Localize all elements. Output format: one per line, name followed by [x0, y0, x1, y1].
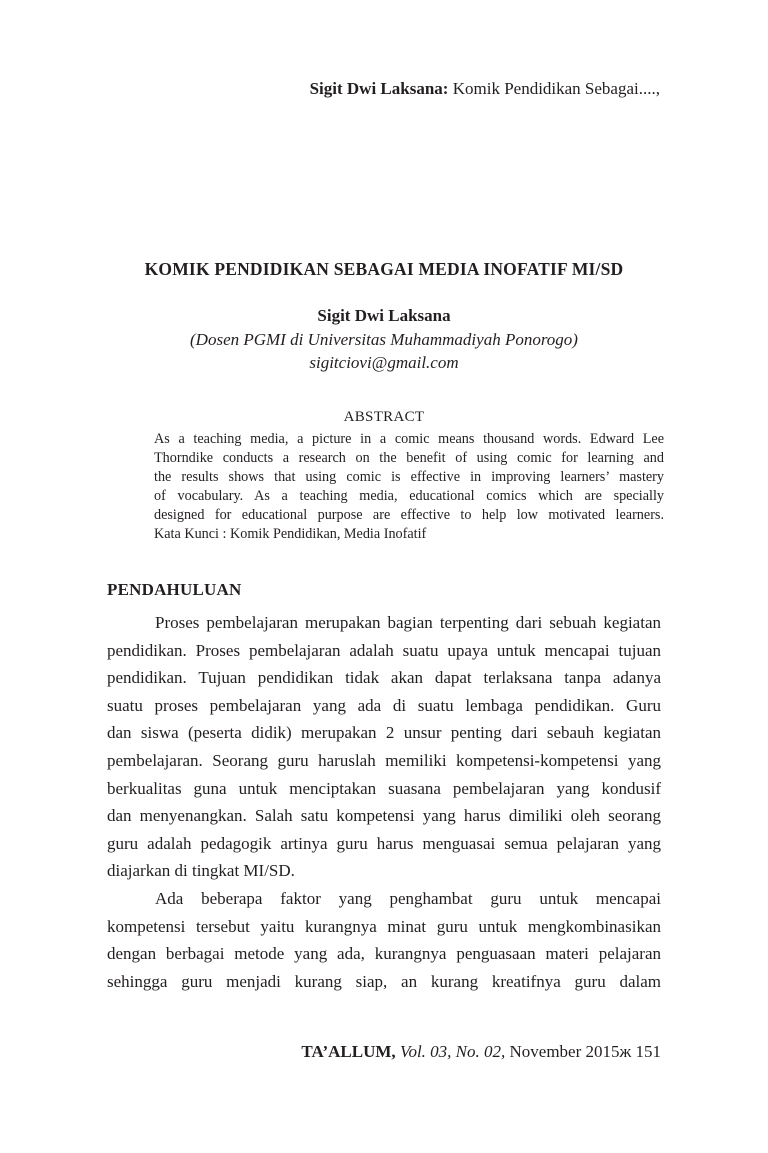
body-line: pendidikan. Proses pembelajaran adalah suatu upaya untuk mencapai tujuan: [107, 640, 661, 660]
body-line: guru adalah pedagogik artinya guru harus menguasai semua pelajaran yang: [107, 833, 661, 853]
page-footer: [100, 1042, 661, 1062]
abstract-line: Thorndike conducts a research on the benefit of using comic for learning and: [154, 450, 664, 466]
body-line: suatu proses pembelajaran yang ada di suatu lembaga pendidikan. Guru: [107, 695, 661, 715]
running-head: [100, 78, 660, 100]
body-line: dan siswa (peserta didik) merupakan 2 unsur penting dari sebauh kegiatan: [107, 723, 661, 743]
footer-volume: Vol. 03, No. 02,: [399, 1042, 506, 1061]
body-line: pendidikan. Tujuan pendidikan tidak akan dapat terlaksana tanpa adanya: [107, 668, 661, 688]
abstract-line: the results shows that using comic is effective in improving learners’ mastery: [154, 469, 664, 485]
body-line: dan menyenangkan. Salah satu kompetensi yang harus dimiliki oleh seorang: [107, 806, 661, 826]
body-line: berkualitas guna untuk menciptakan suasana pembelajaran yang kondusif: [107, 778, 661, 798]
abstract-line: As a teaching media, a picture in a comic means thousand words. Edward Lee: [154, 431, 664, 447]
body-line: Ada beberapa faktor yang penghambat guru untuk mencapai: [155, 888, 661, 908]
footer-date-page: November 2015ж 151: [509, 1042, 661, 1061]
abstract-body: [154, 430, 664, 544]
author-email[interactable]: sigitciovi@gmail.com: [309, 353, 459, 372]
running-head-title: Komik Pendidikan Sebagai....,: [452, 79, 660, 98]
body-line: pembelajaran. Seorang guru haruslah memiliki kompetensi-kompetensi yang: [107, 750, 661, 770]
body-line: dengan berbagai metode yang ada, kurangnya penguasaan materi pelajaran: [107, 944, 661, 964]
article-author: Sigit Dwi Laksana: [317, 306, 451, 325]
running-head-author: Sigit Dwi Laksana:: [309, 79, 449, 98]
body-line: sehingga guru menjadi kurang siap, an kurang kreatifnya guru dalam: [107, 971, 661, 991]
abstract-heading: ABSTRACT: [343, 409, 425, 425]
section-heading: PENDAHULUAN: [107, 580, 242, 599]
keywords: Kata Kunci : Komik Pendidikan, Media Inofatif: [154, 526, 427, 542]
footer-journal: TA’ALLUM,: [301, 1042, 396, 1061]
body-line: diajarkan di tingkat MI/SD.: [107, 861, 295, 881]
abstract-line: of vocabulary. As a teaching media, educational comics which are specially: [154, 488, 664, 504]
section-body: [107, 609, 661, 995]
article-title: KOMIK PENDIDIKAN SEBAGAI MEDIA INOFATIF MI/SD: [144, 259, 624, 279]
author-affiliation: (Dosen PGMI di Universitas Muhammadiyah Ponorogo): [190, 330, 578, 349]
body-line: kompetensi tersebut yaitu kurangnya minat guru untuk mengkombinasikan: [107, 916, 661, 936]
body-line: Proses pembelajaran merupakan bagian terpenting dari sebuah kegiatan: [155, 613, 661, 632]
abstract-line: designed for educational purpose are effective to help low motivated learners.: [154, 507, 664, 523]
